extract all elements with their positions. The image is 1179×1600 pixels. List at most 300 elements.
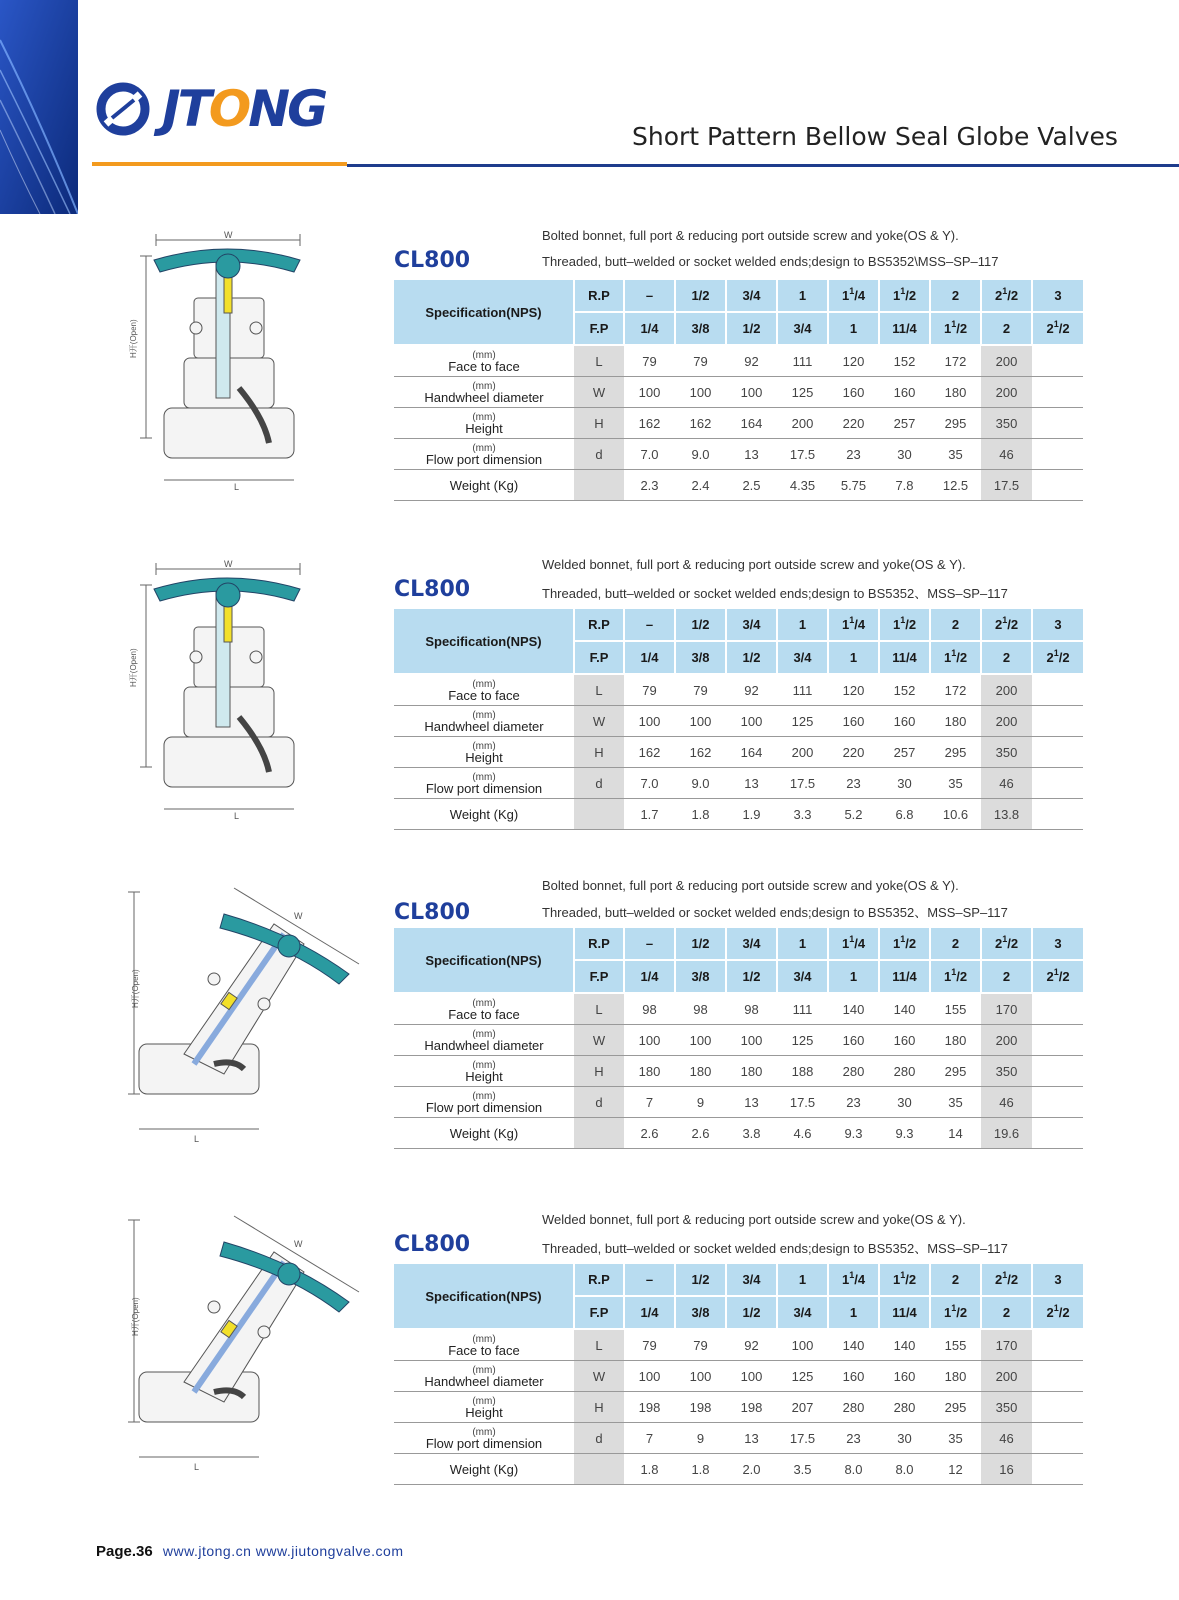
table-cell: 295	[930, 737, 981, 768]
spec-label: Specification(NPS)	[394, 609, 574, 674]
valve-drawing-4	[124, 1212, 374, 1482]
table-cell: 2.0	[726, 1454, 777, 1485]
table-cell: 35	[930, 439, 981, 470]
table-cell: 220	[828, 737, 879, 768]
table-cell: 200	[981, 345, 1032, 377]
table-cell: 172	[930, 674, 981, 706]
rp-size: 3/4	[726, 609, 777, 641]
table-cell-empty	[1032, 706, 1083, 737]
section-desc-2: Threaded, butt–welded or socket welded ends;design to BS5352\MSS–SP–117	[542, 254, 999, 269]
table-cell: 280	[828, 1056, 879, 1087]
fp-size: 1/4	[624, 960, 675, 993]
table-cell: 180	[930, 377, 981, 408]
table-cell: 79	[624, 345, 675, 377]
rp-size: $2^1/2$	[981, 609, 1032, 641]
table-cell: 160	[879, 377, 930, 408]
svg-text:W: W	[224, 559, 233, 569]
table-cell: 17.5	[777, 1423, 828, 1454]
table-cell: 17.5	[981, 470, 1032, 501]
product-section-1	[0, 228, 1179, 548]
table-cell: 7.0	[624, 439, 675, 470]
logo-underline	[92, 162, 347, 166]
table-cell: 200	[981, 377, 1032, 408]
table-cell: 140	[828, 993, 879, 1025]
fp-size: 1	[828, 1296, 879, 1329]
fp-size: 3/8	[675, 960, 726, 993]
table-row-face	[394, 993, 1083, 1025]
pressure-class-title: CL800	[394, 1232, 471, 1257]
table-cell: 200	[981, 1361, 1032, 1392]
table-cell: 13.8	[981, 799, 1032, 830]
table-row-flow	[394, 439, 1083, 470]
table-row-weight	[394, 1454, 1083, 1485]
table-cell: 6.8	[879, 799, 930, 830]
rp-size: 3	[1032, 609, 1083, 641]
rp-size: –	[624, 1264, 675, 1296]
table-cell-empty	[1032, 1392, 1083, 1423]
table-cell: 100	[675, 377, 726, 408]
table-row-weight	[394, 799, 1083, 830]
table-cell-empty	[1032, 1329, 1083, 1361]
section-desc-1: Bolted bonnet, full port & reducing port outside screw and yoke(OS & Y).	[542, 228, 959, 243]
table-cell-empty	[1032, 737, 1083, 768]
row-symbol: W	[574, 706, 624, 737]
row-symbol: W	[574, 1025, 624, 1056]
fp-size: 1/4	[624, 312, 675, 345]
table-row-height	[394, 737, 1083, 768]
table-cell: 350	[981, 737, 1032, 768]
svg-text:W: W	[294, 911, 303, 921]
table-cell: 17.5	[777, 1087, 828, 1118]
table-cell: 2.6	[624, 1118, 675, 1149]
section-desc-1: Welded bonnet, full port & reducing port outside screw and yoke(OS & Y).	[542, 557, 966, 572]
table-cell: 100	[726, 1025, 777, 1056]
table-cell: 100	[726, 1361, 777, 1392]
table-row-face	[394, 1329, 1083, 1361]
table-cell-empty	[1032, 674, 1083, 706]
fp-size: 3/4	[777, 960, 828, 993]
rp-size: 3	[1032, 280, 1083, 312]
rp-size: $1^1/4$	[828, 1264, 879, 1296]
rp-size: –	[624, 280, 675, 312]
table-cell: 7.0	[624, 768, 675, 799]
rp-size: 1/2	[675, 280, 726, 312]
row-label: (mm) Height	[394, 1056, 574, 1087]
table-cell: 160	[828, 706, 879, 737]
row-label: Weight (Kg)	[394, 1118, 574, 1149]
fp-size: 1/2	[726, 641, 777, 674]
corner-decoration	[0, 0, 78, 214]
pressure-class-title: CL800	[394, 248, 471, 273]
pressure-class-title: CL800	[394, 900, 471, 925]
table-row-weight	[394, 470, 1083, 501]
section-desc-2: Threaded, butt–welded or socket welded ends;design to BS5352、MSS–SP–117	[542, 1241, 1008, 1256]
table-cell: 100	[726, 377, 777, 408]
fp-size: 2	[981, 312, 1032, 345]
rp-size: $1^1/4$	[828, 928, 879, 960]
fp-size: 1/2	[726, 1296, 777, 1329]
table-cell: 4.35	[777, 470, 828, 501]
table-cell: 220	[828, 408, 879, 439]
table-cell: 1.8	[624, 1454, 675, 1485]
row-symbol: H	[574, 408, 624, 439]
table-cell: 30	[879, 768, 930, 799]
table-cell: 200	[777, 408, 828, 439]
row-label: (mm) Flow port dimension	[394, 768, 574, 799]
table-cell: 46	[981, 1423, 1032, 1454]
rp-size: 1	[777, 1264, 828, 1296]
table-cell: 164	[726, 408, 777, 439]
table-cell: 160	[828, 1361, 879, 1392]
table-cell: 19.6	[981, 1118, 1032, 1149]
table-cell: 160	[879, 706, 930, 737]
table-cell: 180	[675, 1056, 726, 1087]
table-cell: 164	[726, 737, 777, 768]
row-symbol: H	[574, 1056, 624, 1087]
fp-size: 1/4	[624, 641, 675, 674]
table-cell: 5.2	[828, 799, 879, 830]
fp-size: 3/4	[777, 641, 828, 674]
fp-size: $2^1/2$	[1032, 312, 1083, 345]
row-label: Weight (Kg)	[394, 799, 574, 830]
fp-size: $1^1/2$	[930, 960, 981, 993]
table-row-height	[394, 1056, 1083, 1087]
table-cell: 100	[777, 1329, 828, 1361]
table-cell: 12.5	[930, 470, 981, 501]
table-cell: 198	[726, 1392, 777, 1423]
fp-label: F.P	[574, 641, 624, 674]
spec-table	[394, 928, 1083, 1149]
row-symbol: L	[574, 674, 624, 706]
table-cell: 111	[777, 674, 828, 706]
rp-size: –	[624, 609, 675, 641]
page-footer	[96, 1543, 404, 1560]
table-cell: 8.0	[879, 1454, 930, 1485]
table-cell: 350	[981, 1392, 1032, 1423]
table-cell-empty	[1032, 1087, 1083, 1118]
table-cell: 14	[930, 1118, 981, 1149]
section-desc-1: Bolted bonnet, full port & reducing port outside screw and yoke(OS & Y).	[542, 878, 959, 893]
row-label: (mm) Face to face	[394, 674, 574, 706]
row-symbol	[574, 470, 624, 501]
table-cell: 17.5	[777, 768, 828, 799]
svg-text:W: W	[294, 1239, 303, 1249]
table-cell: 10.6	[930, 799, 981, 830]
row-symbol: d	[574, 768, 624, 799]
table-cell: 35	[930, 1087, 981, 1118]
fp-size: $1^1/2$	[930, 1296, 981, 1329]
table-cell-empty	[1032, 768, 1083, 799]
table-cell: 100	[624, 706, 675, 737]
table-row-face	[394, 345, 1083, 377]
table-row-hand	[394, 1361, 1083, 1392]
row-label: (mm) Handwheel diameter	[394, 1361, 574, 1392]
rp-size: 2	[930, 609, 981, 641]
row-symbol: d	[574, 1087, 624, 1118]
table-cell: 280	[828, 1392, 879, 1423]
table-cell: 125	[777, 377, 828, 408]
table-cell: 9.0	[675, 439, 726, 470]
fp-label: F.P	[574, 960, 624, 993]
row-label: (mm) Handwheel diameter	[394, 377, 574, 408]
table-cell-empty	[1032, 1118, 1083, 1149]
row-label: (mm) Height	[394, 737, 574, 768]
rp-size: 3/4	[726, 928, 777, 960]
row-label: Weight (Kg)	[394, 1454, 574, 1485]
rp-size: $2^1/2$	[981, 1264, 1032, 1296]
table-cell: 1.8	[675, 1454, 726, 1485]
rp-size: 1	[777, 609, 828, 641]
table-row-flow	[394, 768, 1083, 799]
table-cell-empty	[1032, 1454, 1083, 1485]
table-cell: 79	[624, 674, 675, 706]
table-cell: 9	[675, 1087, 726, 1118]
rp-size: 2	[930, 1264, 981, 1296]
table-cell: 98	[624, 993, 675, 1025]
table-cell: 46	[981, 768, 1032, 799]
header-rule	[347, 164, 1179, 167]
fp-size: 3/4	[777, 1296, 828, 1329]
svg-text:L: L	[194, 1462, 200, 1472]
fp-size: 1	[828, 960, 879, 993]
fp-size: 3/8	[675, 1296, 726, 1329]
rp-size: 2	[930, 928, 981, 960]
fp-size: 1/2	[726, 312, 777, 345]
fp-size: 11/4	[879, 960, 930, 993]
table-cell: 100	[624, 377, 675, 408]
table-cell-empty	[1032, 408, 1083, 439]
section-desc-2: Threaded, butt–welded or socket welded ends;design to BS5352、MSS–SP–117	[542, 586, 1008, 601]
spec-label: Specification(NPS)	[394, 928, 574, 993]
row-symbol: H	[574, 1392, 624, 1423]
rp-size: $1^1/2$	[879, 928, 930, 960]
table-cell: 9.3	[828, 1118, 879, 1149]
fp-size: 1/2	[726, 960, 777, 993]
row-symbol: d	[574, 1423, 624, 1454]
table-cell: 295	[930, 1392, 981, 1423]
table-cell: 13	[726, 768, 777, 799]
rp-size: 3	[1032, 1264, 1083, 1296]
header-row-rp	[394, 280, 1083, 312]
table-cell: 155	[930, 993, 981, 1025]
table-cell: 162	[675, 408, 726, 439]
row-symbol: H	[574, 737, 624, 768]
table-cell: 120	[828, 345, 879, 377]
table-cell-empty	[1032, 470, 1083, 501]
table-cell: 79	[675, 1329, 726, 1361]
table-cell: 160	[828, 1025, 879, 1056]
fp-size: $2^1/2$	[1032, 641, 1083, 674]
rp-size: 2	[930, 280, 981, 312]
table-cell: 172	[930, 345, 981, 377]
table-cell: 125	[777, 706, 828, 737]
table-cell: 1.9	[726, 799, 777, 830]
table-cell: 8.0	[828, 1454, 879, 1485]
table-cell: 17.5	[777, 439, 828, 470]
section-desc-2: Threaded, butt–welded or socket welded ends;design to BS5352、MSS–SP–117	[542, 905, 1008, 920]
table-cell: 350	[981, 1056, 1032, 1087]
table-row-height	[394, 408, 1083, 439]
table-row-flow	[394, 1423, 1083, 1454]
rp-label: R.P	[574, 928, 624, 960]
table-cell: 98	[675, 993, 726, 1025]
svg-text:H开(Open): H开(Open)	[129, 648, 138, 687]
header-row-rp	[394, 1264, 1083, 1296]
svg-text:L: L	[234, 811, 240, 821]
table-cell: 160	[879, 1361, 930, 1392]
table-cell: 2.6	[675, 1118, 726, 1149]
header-row-rp	[394, 928, 1083, 960]
table-cell: 3.3	[777, 799, 828, 830]
fp-size: 3/4	[777, 312, 828, 345]
rp-size: $1^1/4$	[828, 280, 879, 312]
table-cell: 198	[624, 1392, 675, 1423]
row-symbol: W	[574, 1361, 624, 1392]
table-cell: 160	[828, 377, 879, 408]
table-cell: 100	[624, 1361, 675, 1392]
table-row-flow	[394, 1087, 1083, 1118]
table-cell: 207	[777, 1392, 828, 1423]
svg-text:H开(Open): H开(Open)	[131, 969, 140, 1008]
svg-text:L: L	[194, 1134, 200, 1144]
table-cell: 9	[675, 1423, 726, 1454]
table-cell: 198	[675, 1392, 726, 1423]
table-cell: 180	[930, 1361, 981, 1392]
table-cell: 180	[930, 1025, 981, 1056]
table-cell: 170	[981, 993, 1032, 1025]
rp-size: 1	[777, 280, 828, 312]
table-cell-empty	[1032, 1361, 1083, 1392]
section-desc-1: Welded bonnet, full port & reducing port outside screw and yoke(OS & Y).	[542, 1212, 966, 1227]
table-cell: 2.3	[624, 470, 675, 501]
table-cell: 180	[930, 706, 981, 737]
table-cell: 162	[675, 737, 726, 768]
table-cell: 111	[777, 993, 828, 1025]
brand-logo	[92, 78, 352, 140]
product-section-4	[0, 1212, 1179, 1532]
rp-size: $2^1/2$	[981, 280, 1032, 312]
table-cell: 7.8	[879, 470, 930, 501]
rp-size: 3/4	[726, 280, 777, 312]
spec-table	[394, 609, 1083, 830]
table-cell: 295	[930, 408, 981, 439]
rp-label: R.P	[574, 609, 624, 641]
table-cell: 152	[879, 345, 930, 377]
table-cell: 23	[828, 1087, 879, 1118]
rp-label: R.P	[574, 1264, 624, 1296]
rp-size: $1^1/4$	[828, 609, 879, 641]
table-cell: 257	[879, 408, 930, 439]
rp-size: 3	[1032, 928, 1083, 960]
pressure-class-title: CL800	[394, 577, 471, 602]
table-cell-empty	[1032, 1056, 1083, 1087]
svg-text:H开(Open): H开(Open)	[131, 1297, 140, 1336]
valve-drawing-2	[124, 557, 374, 827]
fp-size: 1/4	[624, 1296, 675, 1329]
footer-urls[interactable]: www.jtong.cn www.jiutongvalve.com	[162, 1543, 404, 1559]
table-cell-empty	[1032, 1025, 1083, 1056]
table-cell: 7	[624, 1087, 675, 1118]
row-label: (mm) Handwheel diameter	[394, 1025, 574, 1056]
table-cell: 79	[624, 1329, 675, 1361]
svg-text:W: W	[224, 230, 233, 240]
table-cell: 79	[675, 345, 726, 377]
table-row-weight	[394, 1118, 1083, 1149]
row-symbol	[574, 799, 624, 830]
table-cell-empty	[1032, 799, 1083, 830]
table-cell: 79	[675, 674, 726, 706]
fp-size: 11/4	[879, 641, 930, 674]
table-cell: 9.3	[879, 1118, 930, 1149]
table-cell-empty	[1032, 377, 1083, 408]
table-row-hand	[394, 706, 1083, 737]
table-cell: 9.0	[675, 768, 726, 799]
table-cell: 13	[726, 1087, 777, 1118]
fp-size: 2	[981, 1296, 1032, 1329]
table-cell: 180	[726, 1056, 777, 1087]
table-cell: 200	[981, 706, 1032, 737]
table-cell: 92	[726, 1329, 777, 1361]
product-section-3	[0, 878, 1179, 1204]
table-cell: 120	[828, 674, 879, 706]
logo-mark-icon	[92, 78, 154, 140]
row-label: (mm) Flow port dimension	[394, 1423, 574, 1454]
table-cell: 140	[879, 993, 930, 1025]
spec-table	[394, 1264, 1083, 1485]
table-cell: 100	[675, 1361, 726, 1392]
table-cell: 5.75	[828, 470, 879, 501]
rp-size: $1^1/2$	[879, 280, 930, 312]
table-cell: 257	[879, 737, 930, 768]
rp-label: R.P	[574, 280, 624, 312]
table-cell: 111	[777, 345, 828, 377]
table-cell: 30	[879, 439, 930, 470]
table-cell: 200	[981, 674, 1032, 706]
row-symbol: L	[574, 993, 624, 1025]
table-cell: 155	[930, 1329, 981, 1361]
table-cell: 7	[624, 1423, 675, 1454]
fp-size: 1	[828, 312, 879, 345]
row-label: (mm) Handwheel diameter	[394, 706, 574, 737]
fp-size: $2^1/2$	[1032, 1296, 1083, 1329]
row-label: (mm) Face to face	[394, 345, 574, 377]
spec-label: Specification(NPS)	[394, 1264, 574, 1329]
fp-size: 11/4	[879, 312, 930, 345]
row-symbol	[574, 1118, 624, 1149]
row-label: (mm) Face to face	[394, 993, 574, 1025]
rp-size: 1	[777, 928, 828, 960]
svg-text:H开(Open): H开(Open)	[129, 319, 138, 358]
table-cell: 1.7	[624, 799, 675, 830]
table-cell: 98	[726, 993, 777, 1025]
table-cell: 23	[828, 439, 879, 470]
table-cell: 160	[879, 1025, 930, 1056]
table-cell: 35	[930, 1423, 981, 1454]
table-cell: 152	[879, 674, 930, 706]
table-cell: 4.6	[777, 1118, 828, 1149]
table-row-height	[394, 1392, 1083, 1423]
table-cell: 92	[726, 674, 777, 706]
rp-size: 1/2	[675, 1264, 726, 1296]
valve-drawing-1	[124, 228, 374, 498]
table-row-hand	[394, 1025, 1083, 1056]
row-label: (mm) Flow port dimension	[394, 439, 574, 470]
rp-size: 1/2	[675, 928, 726, 960]
table-cell: 125	[777, 1361, 828, 1392]
table-cell: 125	[777, 1025, 828, 1056]
row-symbol: L	[574, 345, 624, 377]
table-cell: 100	[624, 1025, 675, 1056]
